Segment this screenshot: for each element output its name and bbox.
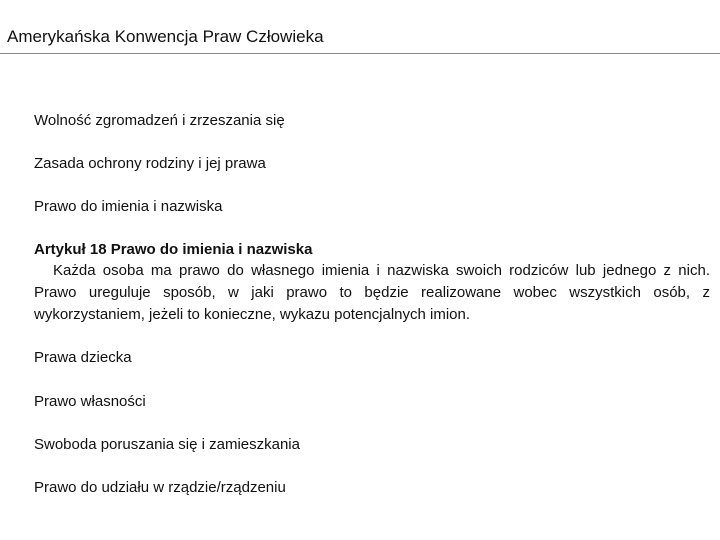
article-heading: Artykuł 18 Prawo do imienia i nazwiska [34, 241, 313, 258]
list-item: Prawo do imienia i nazwiska [34, 198, 223, 215]
list-item: Zasada ochrony rodziny i jej prawa [34, 155, 266, 172]
article-block [34, 240, 710, 326]
list-item: Swoboda poruszania się i zamieszkania [34, 436, 300, 453]
slide-title: Amerykańska Konwencja Praw Człowieka [7, 27, 324, 46]
list-item: Prawa dziecka [34, 349, 132, 366]
article-body: Każda osoba ma prawo do własnego imienia i nazwiska swoich rodziców lub jednego z nich. Prawo ureguluje sposób, w jaki prawo to będzie realizowane wobec wszystkich osób, z wykorzystaniem, jeżeli to konieczne, wykazu potencjalnych imion. [34, 262, 710, 323]
list-item: Wolność zgromadzeń i zrzeszania się [34, 112, 285, 129]
list-item: Prawo do udziału w rządzie/rządzeniu [34, 479, 286, 496]
title-divider [0, 53, 720, 54]
list-item: Prawo własności [34, 393, 146, 410]
